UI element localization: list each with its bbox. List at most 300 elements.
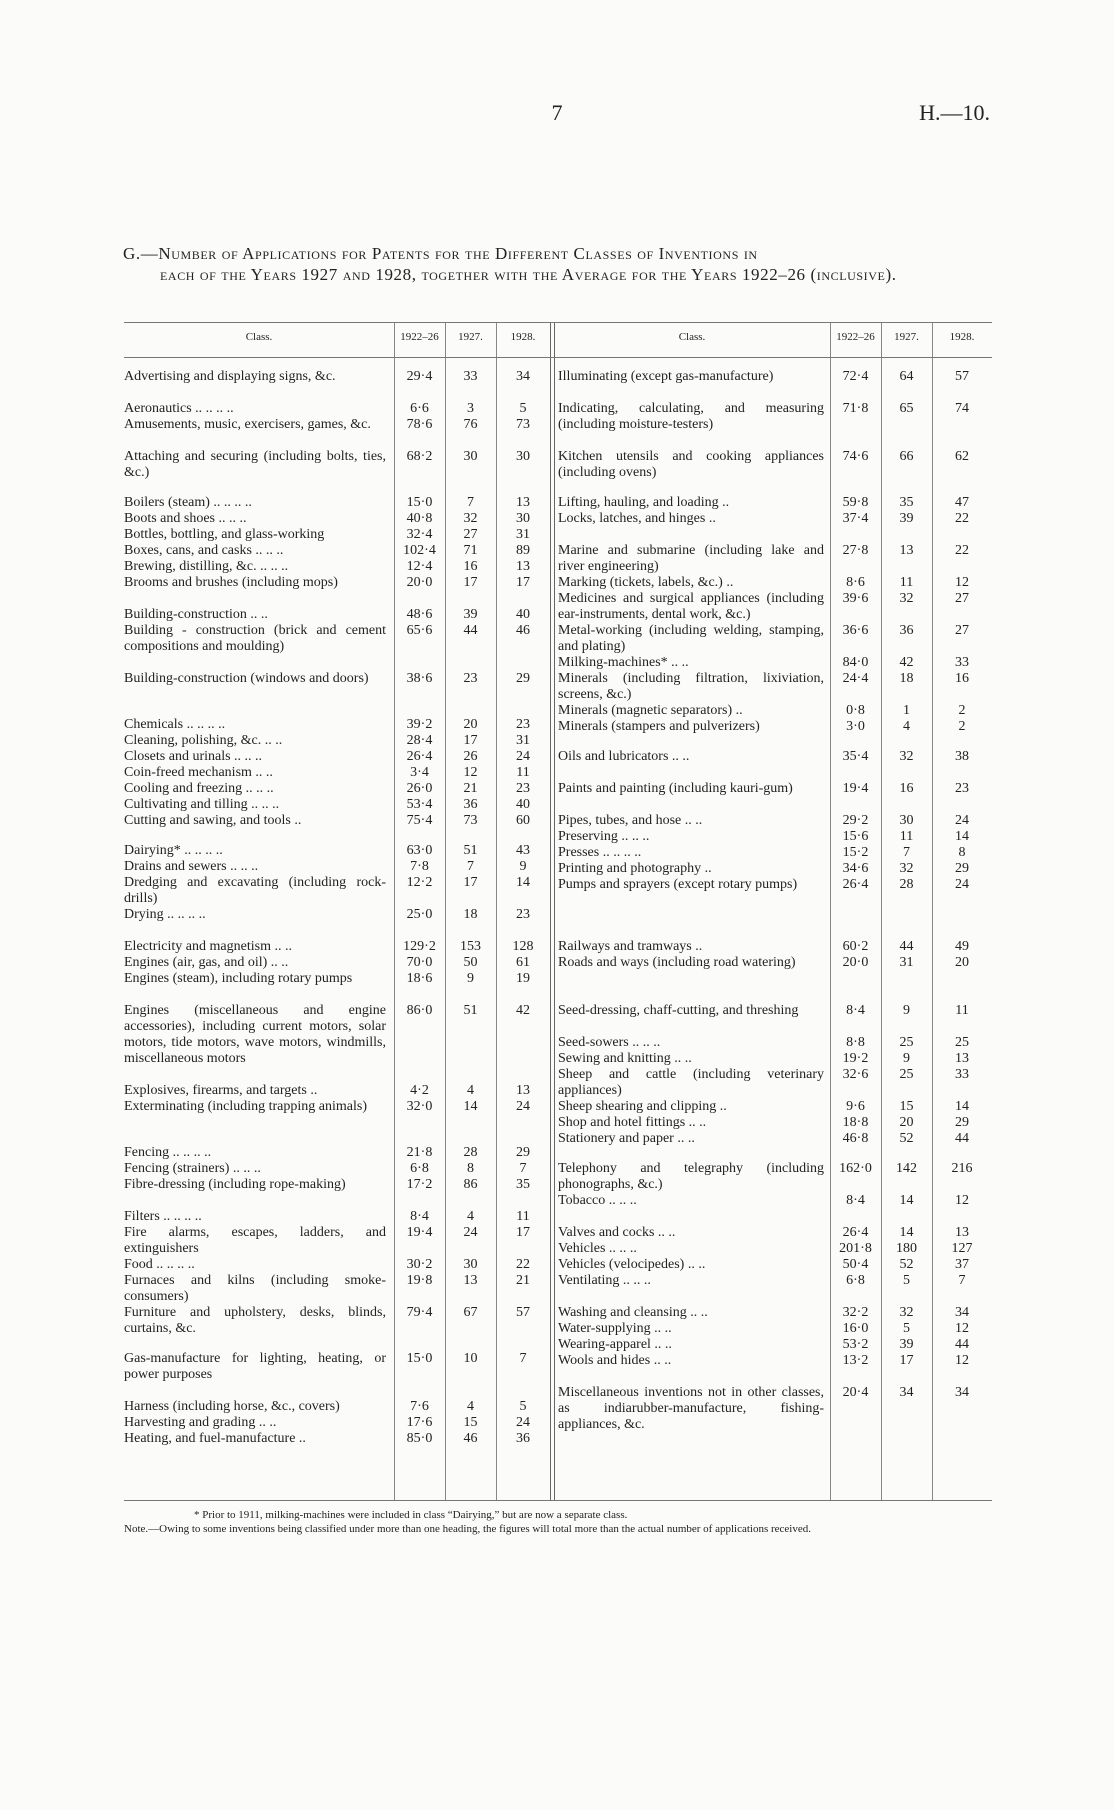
count-1928: 27 xyxy=(955,623,969,638)
avg-1922-26: 8·4 xyxy=(410,1209,429,1224)
count-1927: 46 xyxy=(463,1431,478,1446)
avg-1922-26: 26·4 xyxy=(842,1225,869,1240)
class-name: Marine and submarine (including lake and river engineering) xyxy=(558,543,824,574)
count-1928: 31 xyxy=(516,527,530,542)
avg-1922-26: 20·0 xyxy=(406,575,433,590)
table-row xyxy=(124,623,992,655)
class-name: Vehicles (velocipedes) .. .. xyxy=(558,1257,706,1272)
count-1927: 7 xyxy=(903,845,910,860)
count-1927: 4 xyxy=(467,1209,474,1224)
class-name: Lifting, hauling, and loading .. xyxy=(558,495,730,510)
count-1927: 15 xyxy=(899,1099,914,1114)
avg-1922-26: 74·6 xyxy=(842,449,869,464)
class-name: Indicating, calculating, and measuring (including moisture-testers) xyxy=(558,401,824,432)
avg-1922-26: 15·0 xyxy=(406,1351,433,1366)
avg-1922-26: 18·8 xyxy=(842,1115,869,1130)
count-1927: 39 xyxy=(463,607,478,622)
class-name: Telephony and telegraphy (including phonographs, &c.) xyxy=(558,1161,824,1192)
count-1928: 57 xyxy=(516,1305,530,1320)
count-1928: 33 xyxy=(955,655,969,670)
class-name: Pipes, tubes, and hose .. .. xyxy=(558,813,703,828)
class-name: Ventilating .. .. .. xyxy=(558,1273,651,1288)
count-1928: 43 xyxy=(516,843,530,858)
count-1927: 3 xyxy=(467,401,474,416)
count-1927: 15 xyxy=(463,1415,478,1430)
count-1928: 13 xyxy=(516,1083,530,1098)
count-1927: 4 xyxy=(467,1399,474,1414)
table-row xyxy=(124,813,992,829)
avg-1922-26: 0·8 xyxy=(846,703,865,718)
count-1928: 23 xyxy=(516,717,530,732)
count-1927: 14 xyxy=(899,1225,914,1240)
avg-1922-26: 13·2 xyxy=(842,1353,869,1368)
count-1927: 50 xyxy=(463,955,478,970)
title-line-2: each of the Years 1927 and 1928, together with the Average for the Years 1922–26 (inclusive). xyxy=(160,265,897,284)
count-1927: 13 xyxy=(463,1273,478,1288)
class-name: Brooms and brushes (including mops) xyxy=(124,575,338,590)
avg-1922-26: 8·6 xyxy=(846,575,865,590)
count-1927: 42 xyxy=(899,655,914,670)
class-name: Explosives, firearms, and targets .. xyxy=(124,1083,318,1098)
avg-1922-26: 53·2 xyxy=(842,1337,869,1352)
table-row xyxy=(124,719,992,735)
count-1927: 27 xyxy=(463,527,478,542)
count-1928: 22 xyxy=(516,1257,530,1272)
avg-1922-26: 19·2 xyxy=(842,1051,869,1066)
class-name: Heating, and fuel-manufacture .. xyxy=(124,1431,306,1446)
class-name: Fencing (strainers) .. .. .. xyxy=(124,1161,261,1176)
avg-1922-26: 34·6 xyxy=(842,861,869,876)
table-row xyxy=(124,511,992,527)
class-name: Food .. .. .. .. xyxy=(124,1257,195,1272)
count-1927: 7 xyxy=(467,859,474,874)
avg-1922-26: 46·8 xyxy=(842,1131,869,1146)
avg-1922-26: 26·0 xyxy=(406,781,433,796)
avg-1922-26: 63·0 xyxy=(406,843,433,858)
table-row xyxy=(124,1225,992,1241)
table-title xyxy=(123,243,993,285)
count-1927: 17 xyxy=(463,733,478,748)
table-row xyxy=(124,1099,992,1115)
avg-1922-26: 7·8 xyxy=(410,859,429,874)
class-name: Preserving .. .. .. xyxy=(558,829,650,844)
table-row xyxy=(124,1257,992,1273)
count-1928: 42 xyxy=(516,1003,530,1018)
avg-1922-26: 60·2 xyxy=(842,939,869,954)
class-name: Boxes, cans, and casks .. .. .. xyxy=(124,543,284,558)
count-1927: 30 xyxy=(899,813,914,828)
class-name: Chemicals .. .. .. .. xyxy=(124,717,226,732)
avg-1922-26: 8·4 xyxy=(846,1193,865,1208)
avg-1922-26: 20·4 xyxy=(842,1385,869,1400)
count-1928: 23 xyxy=(516,781,530,796)
count-1927: 39 xyxy=(899,1337,914,1352)
count-1927: 86 xyxy=(463,1177,478,1192)
class-name: Harness (including horse, &c., covers) xyxy=(124,1399,340,1414)
count-1927: 21 xyxy=(463,781,478,796)
class-name: Engines (air, gas, and oil) .. .. xyxy=(124,955,289,970)
count-1927: 1 xyxy=(903,703,910,718)
table-row xyxy=(124,703,992,719)
count-1927: 4 xyxy=(467,1083,474,1098)
count-1928: 37 xyxy=(955,1257,969,1272)
class-name: Engines (miscellaneous and engine accessories), including current motors, solar motors, tide motors, wave motors, windmills, miscellaneous motors xyxy=(124,1003,386,1066)
page-number: 7 xyxy=(551,100,563,125)
count-1927: 32 xyxy=(899,861,914,876)
count-1928: 8 xyxy=(958,845,966,860)
class-name: Engines (steam), including rotary pumps xyxy=(124,971,353,986)
class-name: Cutting and sawing, and tools .. xyxy=(124,813,302,828)
count-1928: 13 xyxy=(516,495,530,510)
class-name: Seed-dressing, chaff-cutting, and threshing xyxy=(558,1003,799,1018)
count-1927: 9 xyxy=(467,971,474,986)
class-name: Harvesting and grading .. .. xyxy=(124,1415,277,1430)
class-name: Boilers (steam) .. .. .. .. xyxy=(124,495,252,510)
header-avg-right: 1922–26 xyxy=(836,331,875,343)
count-1927: 180 xyxy=(896,1241,917,1256)
table-row xyxy=(124,955,992,987)
avg-1922-26: 17·2 xyxy=(406,1177,433,1192)
count-1928: 13 xyxy=(955,1225,969,1240)
count-1927: 7 xyxy=(467,495,474,510)
class-name: Tobacco .. .. .. xyxy=(558,1193,637,1208)
avg-1922-26: 6·6 xyxy=(410,401,429,416)
count-1928: 17 xyxy=(516,575,530,590)
class-name: Building-construction .. .. xyxy=(124,607,268,622)
table-row xyxy=(124,1003,992,1035)
table-row xyxy=(124,1273,992,1289)
count-1927: 142 xyxy=(896,1161,917,1176)
class-name: Presses .. .. .. .. xyxy=(558,845,642,860)
class-name: Shop and hotel fittings .. .. xyxy=(558,1115,707,1130)
count-1928: 22 xyxy=(955,511,969,526)
count-1927: 44 xyxy=(463,623,478,638)
count-1927: 30 xyxy=(463,449,478,464)
avg-1922-26: 3·0 xyxy=(846,719,865,734)
count-1928: 17 xyxy=(516,1225,530,1240)
class-name: Fibre-dressing (including rope-making) xyxy=(124,1177,346,1192)
count-1928: 23 xyxy=(516,907,530,922)
count-1927: 32 xyxy=(463,511,478,526)
avg-1922-26: 19·4 xyxy=(842,781,869,796)
avg-1922-26: 40·8 xyxy=(406,511,433,526)
avg-1922-26: 15·6 xyxy=(842,829,869,844)
count-1928: 34 xyxy=(955,1305,969,1320)
count-1928: 57 xyxy=(955,369,969,384)
avg-1922-26: 28·4 xyxy=(406,733,433,748)
avg-1922-26: 48·6 xyxy=(406,607,433,622)
avg-1922-26: 36·6 xyxy=(842,623,869,638)
avg-1922-26: 7·6 xyxy=(410,1399,429,1414)
class-name: Minerals (magnetic separators) .. xyxy=(558,703,743,718)
class-name: Oils and lubricators .. .. xyxy=(558,749,690,764)
avg-1922-26: 30·2 xyxy=(406,1257,433,1272)
avg-1922-26: 39·2 xyxy=(406,717,433,732)
count-1927: 18 xyxy=(463,907,478,922)
count-1928: 216 xyxy=(951,1161,973,1176)
count-1927: 64 xyxy=(899,369,914,384)
class-name: Locks, latches, and hinges .. xyxy=(558,511,716,526)
avg-1922-26: 129·2 xyxy=(403,939,436,954)
count-1928: 24 xyxy=(516,749,530,764)
avg-1922-26: 9·6 xyxy=(846,1099,865,1114)
table-row xyxy=(124,401,992,433)
table-row xyxy=(124,543,992,575)
count-1928: 13 xyxy=(516,559,530,574)
count-1928: 24 xyxy=(955,813,969,828)
class-name: Cleaning, polishing, &c. .. .. xyxy=(124,733,283,748)
class-name: Brewing, distilling, &c. .. .. .. xyxy=(124,559,289,574)
table-row xyxy=(124,1115,992,1131)
avg-1922-26: 18·6 xyxy=(406,971,433,986)
count-1928: 11 xyxy=(955,1003,969,1018)
class-name: Building - construction (brick and cement compositions and moulding) xyxy=(124,623,386,654)
class-name: Furnaces and kilns (including smoke-consumers) xyxy=(124,1273,386,1304)
count-1927: 36 xyxy=(899,623,914,638)
avg-1922-26: 6·8 xyxy=(410,1161,429,1176)
avg-1922-26: 32·4 xyxy=(406,527,433,542)
avg-1922-26: 38·6 xyxy=(406,671,433,686)
count-1927: 12 xyxy=(463,765,478,780)
footnote-note: Note.—Owing to some inventions being classified under more than one heading, the figures will total more than the actual number of applications received. xyxy=(124,1523,812,1535)
class-name: Paints and painting (including kauri-gum) xyxy=(558,781,793,796)
header-1928-right: 1928. xyxy=(949,331,975,343)
count-1928: 40 xyxy=(516,607,530,622)
class-name: Bottles, bottling, and glass-working xyxy=(124,527,325,542)
avg-1922-26: 26·4 xyxy=(406,749,433,764)
count-1927: 36 xyxy=(463,797,478,812)
class-name: Valves and cocks .. .. xyxy=(558,1225,676,1240)
avg-1922-26: 8·4 xyxy=(846,1003,865,1018)
count-1928: 47 xyxy=(955,495,969,510)
count-1927: 39 xyxy=(899,511,914,526)
count-1927: 66 xyxy=(899,449,914,464)
avg-1922-26: 68·2 xyxy=(406,449,433,464)
class-name: Attaching and securing (including bolts, ties, &c.) xyxy=(124,449,386,480)
avg-1922-26: 72·4 xyxy=(842,369,869,384)
avg-1922-26: 32·0 xyxy=(406,1099,433,1114)
table-row xyxy=(124,495,992,511)
avg-1922-26: 39·6 xyxy=(842,591,869,606)
count-1927: 76 xyxy=(463,417,478,432)
table-row xyxy=(124,369,992,401)
class-name: Kitchen utensils and cooking appliances (including ovens) xyxy=(558,449,824,480)
count-1928: 24 xyxy=(516,1415,530,1430)
table-row xyxy=(124,939,992,955)
class-name: Aeronautics .. .. .. .. xyxy=(124,401,234,416)
table-row xyxy=(124,861,992,877)
count-1928: 25 xyxy=(955,1035,969,1050)
avg-1922-26: 16·0 xyxy=(842,1321,869,1336)
avg-1922-26: 50·4 xyxy=(842,1257,869,1272)
class-name: Miscellaneous inventions not in other classes, as indiarubber-manufacture, fishing-appliances, &c. xyxy=(558,1385,824,1432)
count-1927: 5 xyxy=(903,1273,910,1288)
avg-1922-26: 6·8 xyxy=(846,1273,865,1288)
count-1928: 29 xyxy=(516,671,530,686)
class-name: Stationery and paper .. .. xyxy=(558,1131,695,1146)
class-name: Dredging and excavating (including rock-drills) xyxy=(124,875,386,906)
count-1928: 2 xyxy=(958,703,966,718)
count-1927: 28 xyxy=(899,877,914,892)
count-1928: 12 xyxy=(955,1321,969,1336)
avg-1922-26: 29·4 xyxy=(406,369,433,384)
class-name: Pumps and sprayers (except rotary pumps) xyxy=(558,877,798,892)
class-name: Washing and cleansing .. .. xyxy=(558,1305,708,1320)
count-1927: 17 xyxy=(463,575,478,590)
table-row xyxy=(124,1385,992,1449)
avg-1922-26: 12·4 xyxy=(406,559,433,574)
count-1928: 31 xyxy=(516,733,530,748)
count-1928: 44 xyxy=(955,1337,969,1352)
class-name: Filters .. .. .. .. xyxy=(124,1209,202,1224)
count-1928: 89 xyxy=(516,543,530,558)
avg-1922-26: 19·4 xyxy=(406,1225,433,1240)
title-line-1: G.—Number of Applications for Patents for the Different Classes of Inventions in xyxy=(123,244,758,263)
count-1928: 22 xyxy=(955,543,969,558)
count-1928: 33 xyxy=(955,1067,969,1082)
class-name: Drying .. .. .. .. xyxy=(124,907,206,922)
avg-1922-26: 35·4 xyxy=(842,749,869,764)
header-class-left: Class. xyxy=(245,331,273,343)
avg-1922-26: 27·8 xyxy=(842,543,869,558)
count-1928: 5 xyxy=(519,1399,527,1414)
count-1927: 34 xyxy=(899,1385,914,1400)
table-row xyxy=(124,1241,992,1257)
count-1928: 60 xyxy=(516,813,530,828)
avg-1922-26: 12·2 xyxy=(406,875,433,890)
count-1928: 49 xyxy=(955,939,969,954)
class-name: Wearing-apparel .. .. xyxy=(558,1337,672,1352)
table-row xyxy=(124,733,992,749)
class-name: Furniture and upholstery, desks, blinds, curtains, &c. xyxy=(124,1305,386,1336)
class-name: Exterminating (including trapping animals) xyxy=(124,1099,367,1114)
count-1927: 51 xyxy=(463,1003,478,1018)
count-1927: 10 xyxy=(463,1351,478,1366)
count-1927: 20 xyxy=(899,1115,914,1130)
count-1927: 52 xyxy=(899,1257,914,1272)
count-1927: 153 xyxy=(460,939,481,954)
table-row xyxy=(124,575,992,591)
count-1927: 14 xyxy=(463,1099,478,1114)
count-1928: 7 xyxy=(519,1161,527,1176)
class-name: Medicines and surgical appliances (including ear-instruments, dental work, &c.) xyxy=(558,591,824,622)
avg-1922-26: 70·0 xyxy=(406,955,433,970)
count-1928: 30 xyxy=(516,511,530,526)
count-1927: 11 xyxy=(899,575,914,590)
table-row xyxy=(124,527,992,543)
count-1928: 12 xyxy=(955,1193,969,1208)
count-1927: 17 xyxy=(899,1353,914,1368)
class-name: Printing and photography .. xyxy=(558,861,712,876)
class-name: Sheep shearing and clipping .. xyxy=(558,1099,727,1114)
table-row xyxy=(124,1209,992,1225)
table-row xyxy=(124,749,992,765)
count-1928: 2 xyxy=(958,719,966,734)
class-name: Drains and sewers .. .. .. xyxy=(124,859,259,874)
avg-1922-26: 86·0 xyxy=(406,1003,433,1018)
avg-1922-26: 85·0 xyxy=(406,1431,433,1446)
count-1928: 61 xyxy=(516,955,530,970)
table-row xyxy=(124,877,992,909)
class-name: Amusements, music, exercisers, games, &c. xyxy=(124,417,371,432)
avg-1922-26: 75·4 xyxy=(406,813,433,828)
header-avg-left: 1922–26 xyxy=(400,331,439,343)
avg-1922-26: 26·4 xyxy=(842,877,869,892)
avg-1922-26: 53·4 xyxy=(406,797,433,812)
avg-1922-26: 25·0 xyxy=(406,907,433,922)
count-1927: 14 xyxy=(899,1193,914,1208)
count-1928: 9 xyxy=(519,859,527,874)
table-row xyxy=(124,1337,992,1353)
count-1928: 12 xyxy=(955,1353,969,1368)
avg-1922-26: 162·0 xyxy=(839,1161,872,1176)
count-1927: 67 xyxy=(463,1305,478,1320)
avg-1922-26: 8·8 xyxy=(846,1035,865,1050)
count-1928: 11 xyxy=(516,765,530,780)
avg-1922-26: 79·4 xyxy=(406,1305,433,1320)
count-1928: 128 xyxy=(512,939,534,954)
avg-1922-26: 32·6 xyxy=(842,1067,869,1082)
count-1928: 16 xyxy=(955,671,969,686)
count-1928: 34 xyxy=(955,1385,969,1400)
count-1927: 8 xyxy=(467,1161,474,1176)
class-name: Milking-machines* .. .. xyxy=(558,655,689,670)
count-1927: 24 xyxy=(463,1225,478,1240)
footnotes xyxy=(124,1508,994,1536)
avg-1922-26: 102·4 xyxy=(403,543,436,558)
class-name: Dairying* .. .. .. .. xyxy=(124,843,223,858)
class-name: Minerals (stampers and pulverizers) xyxy=(558,719,760,734)
count-1927: 32 xyxy=(899,1305,914,1320)
count-1927: 23 xyxy=(463,671,478,686)
count-1927: 33 xyxy=(463,369,478,384)
count-1927: 9 xyxy=(903,1003,910,1018)
class-name: Advertising and displaying signs, &c. xyxy=(124,369,336,384)
count-1928: 14 xyxy=(955,829,969,844)
count-1928: 23 xyxy=(955,781,969,796)
footnote-star: * Prior to 1911, milking-machines were included in class “Dairying,” but are now a separate class. xyxy=(194,1509,628,1521)
count-1927: 35 xyxy=(899,495,914,510)
count-1927: 52 xyxy=(899,1131,914,1146)
table-row xyxy=(124,1067,992,1099)
avg-1922-26: 4·2 xyxy=(410,1083,429,1098)
count-1928: 40 xyxy=(516,797,530,812)
header-1928-left: 1928. xyxy=(510,331,536,343)
count-1928: 30 xyxy=(516,449,530,464)
class-name: Metal-working (including welding, stamping, and plating) xyxy=(558,623,824,654)
table-row xyxy=(124,1145,992,1161)
avg-1922-26: 84·0 xyxy=(842,655,869,670)
count-1927: 9 xyxy=(903,1051,910,1066)
count-1927: 5 xyxy=(903,1321,910,1336)
count-1928: 14 xyxy=(955,1099,969,1114)
count-1928: 24 xyxy=(516,1099,530,1114)
count-1928: 29 xyxy=(955,861,969,876)
header-1927-right: 1927. xyxy=(894,331,919,343)
avg-1922-26: 65·6 xyxy=(406,623,433,638)
count-1927: 32 xyxy=(899,591,914,606)
count-1928: 14 xyxy=(516,875,530,890)
avg-1922-26: 3·4 xyxy=(410,765,429,780)
table-row xyxy=(124,1193,992,1209)
avg-1922-26: 15·0 xyxy=(406,495,433,510)
class-name: Water-supplying .. .. xyxy=(558,1321,672,1336)
table-header xyxy=(124,323,992,358)
avg-1922-26: 37·4 xyxy=(842,511,869,526)
count-1928: 44 xyxy=(955,1131,969,1146)
count-1928: 34 xyxy=(516,369,530,384)
class-name: Sheep and cattle (including veterinary appliances) xyxy=(558,1067,824,1098)
